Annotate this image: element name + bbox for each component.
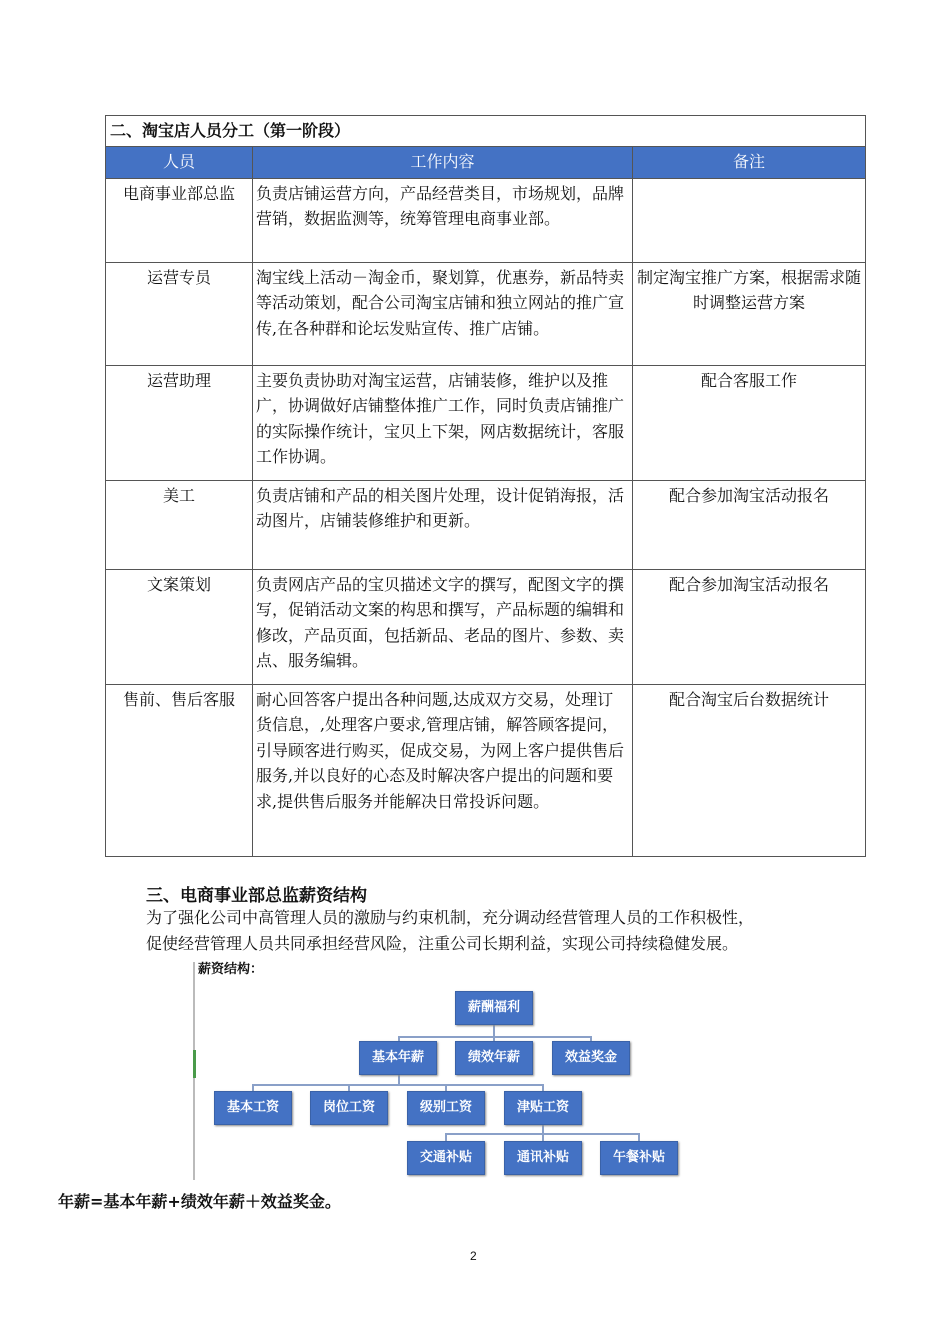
role-cell: 运营专员 [106, 262, 253, 365]
content-cell: 耐心回答客户提出各种问题,达成双方交易，处理订货信息，,处理客户要求,管理店铺，解答顾客提问，引导顾客进行购买，促成交易，为网上客户提供售后服务,并以良好的心态及时解决客户提出的问题和要求,提供售后服务并能解决日常投诉问题。 [253, 684, 633, 856]
chart-node-transport-allowance: 交通补贴 [407, 1141, 485, 1175]
figure-title: 薪资结构： [198, 962, 264, 977]
connector [638, 1133, 640, 1141]
header-personnel: 人员 [106, 146, 253, 178]
content-cell: 负责店铺运营方向，产品经营类目，市场规划，品牌营销，数据监测等，统筹管理电商事业部。 [253, 178, 633, 262]
chart-node-level-wage: 级别工资 [407, 1091, 485, 1125]
note-cell: 制定淘宝推广方案，根据需求随时调整运营方案 [633, 262, 866, 365]
connector [398, 1036, 592, 1038]
content-cell: 淘宝线上活动－淘金币，聚划算，优惠券，新品特卖等活动策划，配合公司淘宝店铺和独立网站的推广宣传,在各种群和论坛发贴宣传、推广店铺。 [253, 262, 633, 365]
note-cell: 配合淘宝后台数据统计 [633, 684, 866, 856]
connector [252, 1084, 544, 1086]
chart-node-position-wage: 岗位工资 [310, 1091, 388, 1125]
chart-node-basic-wage: 基本工资 [214, 1091, 292, 1125]
note-cell [633, 178, 866, 262]
role-cell: 文案策划 [106, 569, 253, 684]
chart-node-basic-annual-salary: 基本年薪 [359, 1041, 437, 1075]
page-number: 2 [470, 1249, 477, 1263]
content-cell: 主要负责协助对淘宝运营，店铺装修，维护以及推广，协调做好店铺整体推广工作，同时负责店铺推广的实际操作统计，宝贝上下架，网店数据统计，客服工作协调。 [253, 365, 633, 480]
connector [445, 1133, 447, 1141]
chart-node-lunch-allowance: 午餐补贴 [600, 1141, 678, 1175]
section3-title: 三、电商事业部总监薪资结构 [146, 886, 367, 906]
chart-node-benefit-bonus: 效益奖金 [552, 1041, 630, 1075]
staff-division-table [105, 115, 866, 857]
chart-node-performance-annual-salary: 绩效年薪 [455, 1041, 533, 1075]
role-cell: 电商事业部总监 [106, 178, 253, 262]
section3-paragraph-line2: 促使经营管理人员共同承担经营风险，注重公司长期利益，实现公司持续稳健发展。 [146, 934, 739, 953]
connector [542, 1133, 544, 1141]
header-remarks: 备注 [633, 146, 866, 178]
annual-salary-formula: 年薪=基本年薪+绩效年薪＋效益奖金。 [58, 1192, 341, 1211]
table-row [106, 569, 866, 684]
role-cell: 美工 [106, 480, 253, 569]
table-row [106, 480, 866, 569]
chart-node-communication-allowance: 通讯补贴 [504, 1141, 582, 1175]
role-cell: 运营助理 [106, 365, 253, 480]
table-row [106, 365, 866, 480]
table-row [106, 684, 866, 856]
content-cell: 负责店铺和产品的相关图片处理，设计促销海报，活动图片，店铺装修维护和更新。 [253, 480, 633, 569]
chart-node-root: 薪酬福利 [455, 991, 533, 1025]
note-cell: 配合客服工作 [633, 365, 866, 480]
role-cell: 售前、售后客服 [106, 684, 253, 856]
section3-paragraph-line1: 为了强化公司中高管理人员的激励与约束机制，充分调动经营管理人员的工作积极性， [146, 908, 755, 927]
note-cell: 配合参加淘宝活动报名 [633, 480, 866, 569]
note-cell: 配合参加淘宝活动报名 [633, 569, 866, 684]
figure-green-marker [193, 1050, 196, 1078]
table-row [106, 178, 866, 262]
content-cell: 负责网店产品的宝贝描述文字的撰写，配图文字的撰写，促销活动文案的构思和撰写，产品标题的编辑和修改，产品页面，包括新品、老品的图片、参数、卖点、服务编辑。 [253, 569, 633, 684]
chart-node-allowance-wage: 津贴工资 [504, 1091, 582, 1125]
section2-title: 二、淘宝店人员分工（第一阶段） [106, 116, 866, 147]
table-row [106, 262, 866, 365]
header-work-content: 工作内容 [253, 146, 633, 178]
